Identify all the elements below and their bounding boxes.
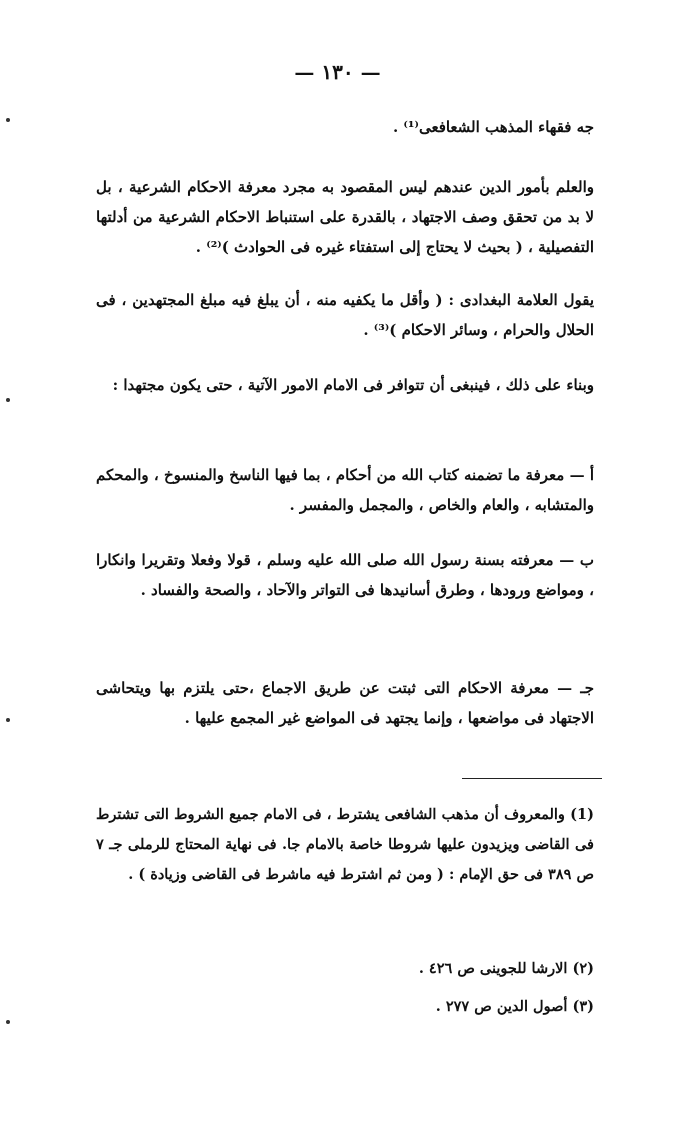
list-item: أ — معرفة ما تضمنه كتاب الله من أحكام ، بما فيها الناسخ والمنسوخ ، والمحكم والمتشابه ، والعام والخاص ، والمجمل والمفسر . [96,466,594,514]
footnote: (1) والمعروف أن مذهب الشافعى يشترط ، فى الامام جميع الشروط التى تشترط فى القاضى ويزيدون عليها شروطا خاصة بالامام جا. فى نهاية المحتاج للرملى جـ ٧ ص ٣٨٩ فى حق الإمام : ( ومن ثم اشترط فيه ماشرط فى القاضى وزيادة ) . [96,806,594,883]
body-paragraph: يقول العلامة البغدادى : ( وأقل ما يكفيه منه ، أن يبلغ فيه مبلغ المجتهدين ، فى الحلال والحرام ، وسائر الاحكام )⁽³⁾ . [96,291,594,339]
body-paragraph: جه فقهاء المذهب الشعافعى⁽¹⁾ . [392,118,594,136]
footnote-divider [462,778,602,779]
body-paragraph: والعلم بأمور الدين عندهم ليس المقصود به مجرد معرفة الاحكام الشرعية ، بل لا بد من تحقق وصف الاجتهاد ، بالقدرة على استنباط الاحكام الشرعية من أدلتها التفصيلية ، ( بحيث لا يحتاج إلى استفتاء غيره فى الحوادث )⁽²⁾ . [96,178,594,256]
margin-mark [6,1020,10,1024]
margin-mark [6,398,10,402]
body-paragraph: وبناء على ذلك ، فينبغى أن تتوافر فى الامام الامور الآتية ، حتى يكون مجتهدا : [112,376,594,394]
list-item: ب — معرفته بسنة رسول الله صلى الله عليه وسلم ، قولا وفعلا وتقريرا وانكارا ، ومواضع ورودها ، وطرق أسانيدها فى التواتر والآحاد ، والصحة والفساد . [96,551,594,599]
margin-mark [6,718,10,722]
footnote: (٢) الارشا للجوينى ص ٤٢٦ . [418,960,594,977]
list-item: جـ — معرفة الاحكام التى ثبتت عن طريق الاجماع ،حتى يلتزم بها ويتحاشى الاجتهاد فى مواضعها ، وإنما يجتهد فى المواضع غير المجمع عليها . [96,679,594,727]
footnote: (٣) أصول الدين ص ٢٧٧ . [435,998,594,1015]
margin-mark [6,118,10,122]
page-number: — ١٣٠ — [294,60,381,84]
